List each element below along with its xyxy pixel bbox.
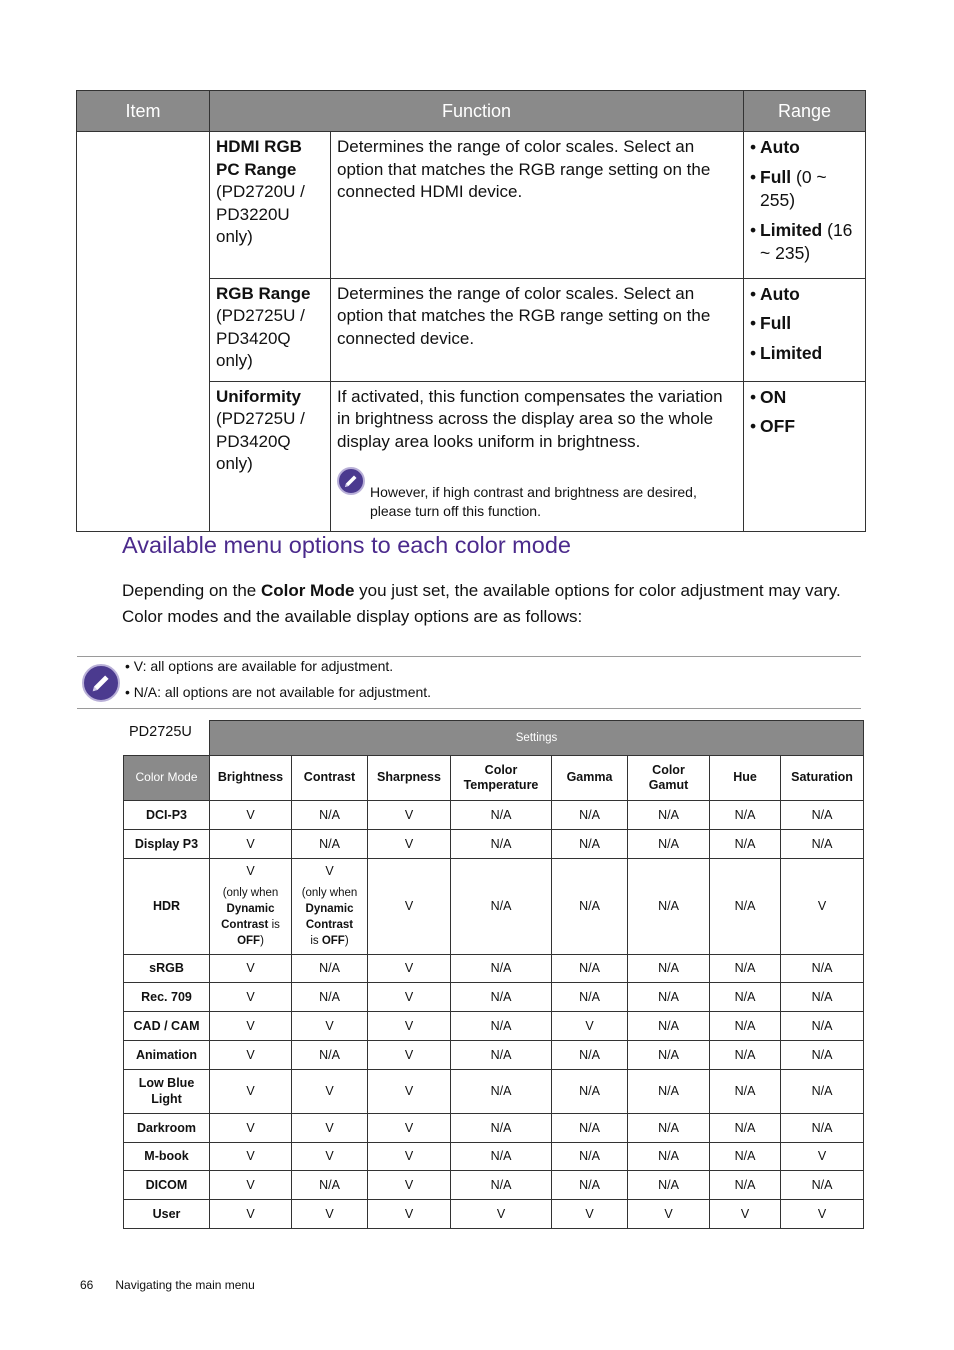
- setting-value: V: [368, 1171, 451, 1200]
- setting-value: V: [368, 858, 451, 954]
- setting-value: N/A: [628, 1171, 710, 1200]
- item-name: HDMI RGB PC Range: [216, 137, 302, 179]
- setting-value: N/A: [451, 858, 552, 954]
- setting-value: V: [210, 1142, 292, 1171]
- setting-value: N/A: [710, 801, 781, 830]
- table-row: [124, 1171, 864, 1200]
- item-name: RGB Range: [216, 283, 311, 303]
- item-model-note: (PD2720U / PD3220U only): [216, 182, 305, 246]
- item-cell: [210, 278, 331, 381]
- color-mode-name: User: [124, 1200, 210, 1229]
- setting-value: N/A: [451, 801, 552, 830]
- function-text: If activated, this function compensates the variation in brightness across the display area so the whole display area looks uniform in brightness.: [337, 386, 723, 451]
- setting-value: V: [210, 801, 292, 830]
- setting-value: N/A: [451, 983, 552, 1012]
- item-name: Uniformity: [216, 386, 301, 406]
- range-option: • Limited: [750, 342, 859, 366]
- setting-value: N/A: [552, 1142, 628, 1171]
- setting-value: V: [292, 1012, 368, 1041]
- setting-value: N/A: [451, 829, 552, 858]
- item-model-note: (PD2725U / PD3420Q only): [216, 409, 305, 473]
- setting-value: N/A: [451, 1171, 552, 1200]
- setting-value: N/A: [451, 1113, 552, 1142]
- setting-value: N/A: [710, 1069, 781, 1113]
- setting-value: V: [368, 1040, 451, 1069]
- setting-value: V: [368, 983, 451, 1012]
- range-cell: [744, 278, 866, 381]
- color-mode-name: Low Blue Light: [124, 1069, 210, 1113]
- setting-value: N/A: [552, 954, 628, 983]
- setting-value: N/A: [292, 954, 368, 983]
- setting-value: N/A: [552, 858, 628, 954]
- setting-value: N/A: [628, 1012, 710, 1041]
- setting-value: N/A: [552, 801, 628, 830]
- table-row: [124, 1069, 864, 1113]
- model-cell: [124, 721, 210, 756]
- col-brightness: Brightness: [210, 756, 292, 801]
- table-row: [124, 858, 864, 954]
- setting-value: N/A: [781, 829, 864, 858]
- setting-value: V: [210, 1069, 292, 1113]
- setting-value: N/A: [628, 1142, 710, 1171]
- setting-value: N/A: [781, 1012, 864, 1041]
- setting-value: V: [292, 1069, 368, 1113]
- setting-value: V: [368, 1142, 451, 1171]
- page-footer: [80, 1278, 255, 1292]
- setting-value: V: [210, 954, 292, 983]
- range-option: • ON: [750, 386, 859, 410]
- item-cell: [210, 132, 331, 279]
- color-mode-name: Darkroom: [124, 1113, 210, 1142]
- setting-value: V: [368, 1012, 451, 1041]
- function-table-header: [77, 91, 866, 132]
- setting-value: N/A: [710, 1142, 781, 1171]
- setting-value: N/A: [781, 954, 864, 983]
- setting-value: N/A: [628, 858, 710, 954]
- color-mode-name: CAD / CAM: [124, 1012, 210, 1041]
- col-sharpness: Sharpness: [368, 756, 451, 801]
- table-row: [77, 132, 866, 279]
- setting-value: V: [292, 1113, 368, 1142]
- range-option: • Full: [750, 312, 859, 336]
- setting-value: N/A: [710, 954, 781, 983]
- setting-value: V: [210, 1200, 292, 1229]
- setting-value: V: [368, 954, 451, 983]
- legend-note: [77, 656, 861, 709]
- setting-value: V: [210, 829, 292, 858]
- setting-value: N/A: [552, 829, 628, 858]
- color-mode-name: sRGB: [124, 954, 210, 983]
- setting-value: N/A: [710, 858, 781, 954]
- color-mode-name: M-book: [124, 1142, 210, 1171]
- item-cell: [210, 381, 331, 531]
- table-row: [124, 1012, 864, 1041]
- setting-value: N/A: [628, 1040, 710, 1069]
- setting-value: N/A: [781, 1040, 864, 1069]
- legend-line-v: • V: all options are available for adjustment.: [125, 658, 394, 674]
- setting-value: V (only when Dynamic Contrast is OFF): [210, 858, 292, 954]
- setting-value: V: [368, 801, 451, 830]
- setting-value: N/A: [451, 1142, 552, 1171]
- setting-value: V: [368, 1200, 451, 1229]
- intro-paragraph: Depending on the Color Mode you just set, the available options for color adjustment may vary. Color modes and the available display options are as follows:: [122, 581, 841, 626]
- table-row: [124, 801, 864, 830]
- settings-header: Settings: [210, 721, 864, 756]
- range-option: • Full (0 ~ 255): [750, 166, 859, 213]
- setting-value: V: [210, 1113, 292, 1142]
- table-row: [124, 829, 864, 858]
- col-color-gamut: Color Gamut: [628, 756, 710, 801]
- setting-value: V: [552, 1012, 628, 1041]
- section-heading: Available menu options to each color mode: [122, 532, 571, 558]
- color-mode-header: Color Mode: [124, 756, 210, 801]
- note-text: However, if high contrast and brightness are desired, please turn off this function.: [370, 484, 697, 519]
- table-row: [124, 983, 864, 1012]
- setting-value: V: [292, 1200, 368, 1229]
- setting-value: V: [210, 1040, 292, 1069]
- setting-value: N/A: [628, 801, 710, 830]
- setting-value: V: [368, 1113, 451, 1142]
- setting-value: V: [210, 1171, 292, 1200]
- pencil-note-icon: [82, 664, 120, 702]
- item-model-note: (PD2725U / PD3420Q only): [216, 306, 305, 370]
- color-mode-name: DCI-P3: [124, 801, 210, 830]
- setting-value: V: [781, 1200, 864, 1229]
- setting-value: V: [292, 1142, 368, 1171]
- setting-value: N/A: [710, 1171, 781, 1200]
- setting-value: N/A: [292, 1040, 368, 1069]
- col-gamma: Gamma: [552, 756, 628, 801]
- range-cell: [744, 132, 866, 279]
- setting-value: N/A: [451, 1012, 552, 1041]
- function-cell: [331, 381, 744, 531]
- range-option: • Auto: [750, 136, 859, 160]
- setting-value: V: [451, 1200, 552, 1229]
- setting-value: N/A: [710, 829, 781, 858]
- model-label: PD2725U: [129, 724, 192, 740]
- page-number: 66: [80, 1278, 94, 1292]
- setting-value: V: [781, 1142, 864, 1171]
- setting-value: N/A: [292, 801, 368, 830]
- table-row: [124, 1200, 864, 1229]
- function-table: [76, 90, 866, 532]
- empty-item-cell: [77, 132, 210, 532]
- range-cell: [744, 381, 866, 531]
- table-row: [124, 1113, 864, 1142]
- setting-value: N/A: [292, 1171, 368, 1200]
- setting-value: N/A: [781, 983, 864, 1012]
- setting-value: N/A: [552, 1069, 628, 1113]
- col-hue: Hue: [710, 756, 781, 801]
- setting-value: N/A: [552, 1040, 628, 1069]
- range-option: • Auto: [750, 283, 859, 307]
- setting-value: N/A: [552, 1171, 628, 1200]
- setting-value: V: [781, 858, 864, 954]
- legend-line-na: • N/A: all options are not available for adjustment.: [125, 684, 432, 700]
- setting-value: V: [210, 983, 292, 1012]
- header-function: Function: [210, 91, 744, 132]
- color-mode-name: DICOM: [124, 1171, 210, 1200]
- setting-value: V: [628, 1200, 710, 1229]
- setting-value: N/A: [628, 983, 710, 1012]
- setting-value: N/A: [710, 983, 781, 1012]
- pencil-note-icon: [337, 467, 365, 495]
- header-item: Item: [77, 91, 210, 132]
- table-row: [124, 1142, 864, 1171]
- setting-value: N/A: [292, 829, 368, 858]
- color-mode-name: Display P3: [124, 829, 210, 858]
- function-cell: Determines the range of color scales. Select an option that matches the RGB range setting on the connected HDMI device.: [331, 132, 744, 279]
- table-row: [124, 954, 864, 983]
- setting-value: N/A: [628, 1113, 710, 1142]
- color-mode-table: [123, 720, 864, 1229]
- setting-value: N/A: [781, 1171, 864, 1200]
- setting-value: N/A: [628, 829, 710, 858]
- setting-value: N/A: [451, 1069, 552, 1113]
- color-mode-name: HDR: [124, 858, 210, 954]
- color-mode-name: Rec. 709: [124, 983, 210, 1012]
- table-row: [124, 1040, 864, 1069]
- setting-value: N/A: [451, 1040, 552, 1069]
- setting-value: V: [368, 829, 451, 858]
- setting-value: N/A: [552, 983, 628, 1012]
- setting-value: N/A: [781, 1069, 864, 1113]
- range-option: • OFF: [750, 415, 859, 439]
- setting-value: N/A: [781, 1113, 864, 1142]
- col-contrast: Contrast: [292, 756, 368, 801]
- col-saturation: Saturation: [781, 756, 864, 801]
- setting-value: V: [710, 1200, 781, 1229]
- setting-value: N/A: [781, 801, 864, 830]
- footer-title: Navigating the main menu: [115, 1278, 255, 1292]
- setting-value: V (only when Dynamic Contrast is OFF): [292, 858, 368, 954]
- setting-value: N/A: [710, 1040, 781, 1069]
- setting-value: N/A: [552, 1113, 628, 1142]
- setting-value: N/A: [451, 954, 552, 983]
- uniformity-note: [337, 467, 737, 521]
- setting-value: N/A: [710, 1113, 781, 1142]
- setting-value: V: [210, 1012, 292, 1041]
- setting-value: N/A: [710, 1012, 781, 1041]
- setting-value: V: [552, 1200, 628, 1229]
- setting-value: N/A: [628, 954, 710, 983]
- function-cell: Determines the range of color scales. Select an option that matches the RGB range setting on the connected device.: [331, 278, 744, 381]
- setting-value: V: [368, 1069, 451, 1113]
- setting-value: N/A: [292, 983, 368, 1012]
- header-range: Range: [744, 91, 866, 132]
- setting-value: N/A: [628, 1069, 710, 1113]
- range-option: • Limited (16 ~ 235): [750, 219, 859, 266]
- color-mode-name: Animation: [124, 1040, 210, 1069]
- col-color-temperature: Color Temperature: [451, 756, 552, 801]
